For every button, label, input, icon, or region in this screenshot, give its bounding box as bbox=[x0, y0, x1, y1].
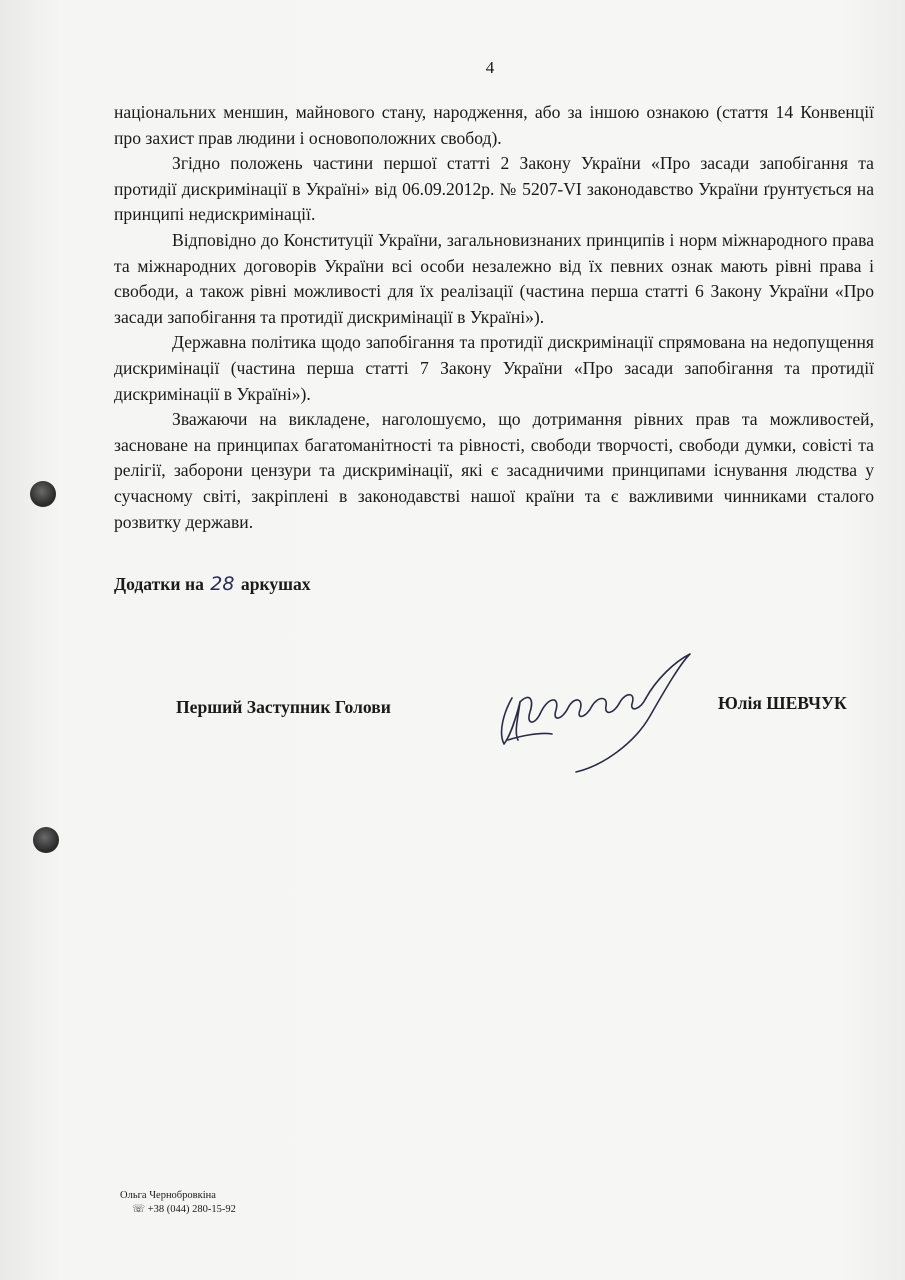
executor-name: Ольга Чернобровкіна bbox=[120, 1190, 216, 1201]
paragraph-5: Зважаючи на викладене, наголошуємо, що дотримання рівних прав та можливостей, засноване на принципах багатоманітності та рівності, свободи творчості, свободи думки, совісті та релігії, заборони цензури та дискримінації, які є засадничими принципами існування людства у сучасному світі, закріплені в законодавстві нашої країни та є важливими чинниками сталого розвитку держави. bbox=[114, 409, 874, 532]
signatory-position: Перший Заступник Голови bbox=[176, 697, 391, 717]
attachments-count: 28 bbox=[210, 573, 235, 595]
punch-hole-bottom bbox=[33, 827, 59, 853]
punch-hole-top bbox=[30, 481, 56, 507]
attachments-suffix: аркушах bbox=[240, 574, 311, 594]
attachments-prefix: Додатки на bbox=[114, 574, 204, 594]
signatory-name: Юлія ШЕВЧУК bbox=[718, 693, 847, 713]
executor-footer bbox=[120, 1189, 236, 1217]
paragraph-4: Державна політика щодо запобігання та протидії дискримінації спрямована на недопущення дискримінації (частина перша статті 7 Закону України «Про засади запобігання та протидії дискримінації в Україні»). bbox=[114, 332, 874, 404]
paragraph-3: Відповідно до Конституції України, загальновизнаних принципів і норм міжнародного права та міжнародних договорів України всі особи незалежно від їх певних ознак мають рівні права і свободи, а також рівні можливості для їх реалізації (частина перша статті 6 Закону України «Про засади запобігання та протидії дискримінації в Україні»). bbox=[114, 229, 874, 327]
page-number: 4 bbox=[485, 58, 495, 77]
paragraph-1: національних меншин, майнового стану, народження, або за іншою ознакою (стаття 14 Конвенції про захист прав людини і основоположних свобод). bbox=[114, 102, 874, 148]
letter-body bbox=[114, 100, 874, 535]
paragraph-2: Згідно положень частини першої статті 2 Закону України «Про засади запобігання та протидії дискримінації в Україні» від 06.09.2012р. № 5207-VI законодавство України ґрунтується на принципі недискримінації. bbox=[114, 153, 874, 225]
attachments-line bbox=[114, 573, 311, 595]
handwritten-signature bbox=[490, 640, 710, 780]
executor-phone-line bbox=[120, 1203, 236, 1217]
phone-icon: ☏ bbox=[132, 1204, 146, 1215]
executor-phone: +38 (044) 280-15-92 bbox=[147, 1204, 236, 1215]
